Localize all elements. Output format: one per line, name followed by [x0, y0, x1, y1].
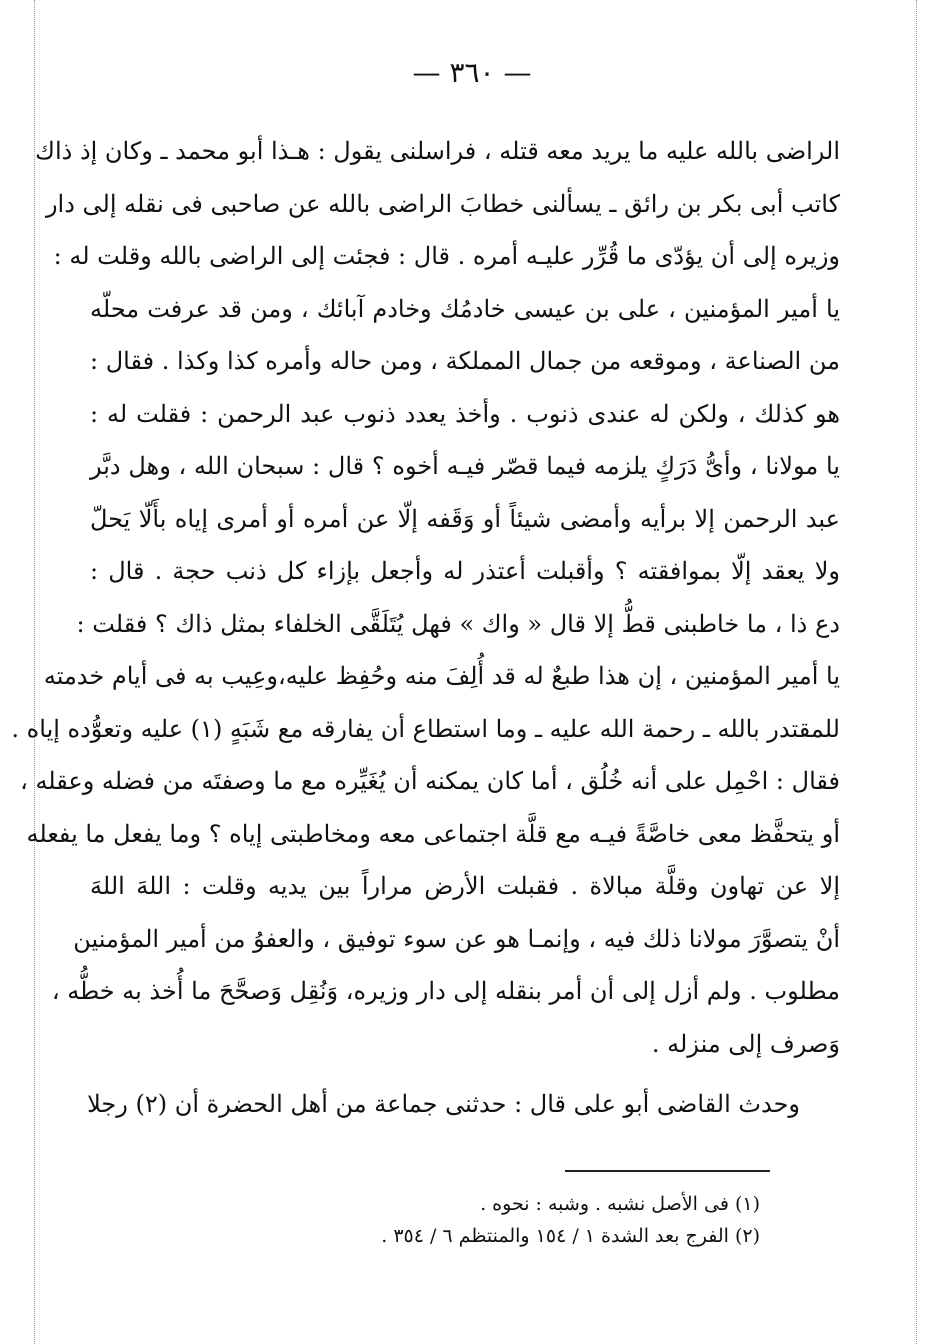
- text-line: للمقتدر بالله ـ رحمة الله عليه ـ وما استطاع أن يفارقه مع شَبَهٍ (١) عليه وتعوُّده إياه .: [11, 714, 840, 743]
- left-margin-dotted-line: [34, 0, 35, 1344]
- text-line: الراضى بالله عليه ما يريد معه قتله ، فراسلنى يقول : هـذا أبو محمد ـ وكان إذ ذاك: [35, 137, 840, 165]
- right-margin-dotted-line: [916, 0, 917, 1344]
- text-line: فقال : احْمِل على أنه خُلُق ، أما كان يمكنه أن يُغَيِّره مع ما وصفتَه من فضله وعقله ،: [20, 767, 840, 795]
- footnote-1: (١) فى الأصل نشبه . وشبه : نحوه .: [480, 1193, 760, 1215]
- paragraph-start-line: وحدث القاضى أبو على قال : حدثنى جماعة من أهل الحضرة أن (٢) رجلا: [87, 1090, 800, 1118]
- text-line: كاتب أبى بكر بن رائق ـ يسألنى خطابَ الراضى بالله عن صاحبى فى نقله إلى دار: [45, 189, 840, 218]
- text-line: عبد الرحمن إلا برأيه وأمضى شيئاً أو وَقَفه إلّا عن أمره أو أمرى إياه بأَلّا يَحلّ: [90, 504, 840, 533]
- text-line: أنْ يتصوَّرَ مولانا ذلك فيه ، وإنمـا هو عن سوء توفيق ، والعفوُ من أمير المؤمنين: [73, 924, 840, 953]
- footnote-2: (٢) الفرج بعد الشدة ١ / ١٥٤ والمنتظم ٦ / ٣٥٤ .: [381, 1225, 760, 1247]
- text-line: يا أمير المؤمنين ، على بن عيسى خادمُك وخادم آبائك ، ومن قد عرفت محلّه: [90, 294, 841, 323]
- text-line: ولا يعقد إلّا بموافقته ؟ وأقبلت أعتذر له وأجعل بإزاء كل ذنب حجة . قال :: [90, 557, 840, 585]
- text-line: يا أمير المؤمنين ، إن هذا طبعٌ له قد أُلِفَ منه وحُفِظ عليه،وعِيب به فى أيام خدمته: [43, 662, 840, 690]
- text-line: هو كذلك ، ولكن له عندى ذنوب . وأخذ يعدد ذنوب عبد الرحمن : فقلت له :: [90, 399, 840, 428]
- text-line: وزيره إلى أن يؤدّى ما قُرِّر عليـه أمره . قال : فجئت إلى الراضى بالله وقلت له :: [53, 242, 840, 270]
- footnote-separator: [565, 1170, 770, 1172]
- text-line: من الصناعة ، وموقعه من جمال المملكة ، ومن حاله وأمره كذا وكذا . فقال :: [90, 347, 840, 375]
- footnotes-block: [300, 1188, 760, 1252]
- paragraph-gap: [90, 1070, 840, 1078]
- text-line: يا مولانا ، وأىُّ دَرَكٍ يلزمه فيما قصّر فيـه أخوه ؟ قال : سبحان الله ، وهل دبَّر: [90, 452, 840, 480]
- text-line: إلا عن تهاون وقلَّة مبالاة . فقبلت الأرض مراراً بين يديه وقلت : اللهَ اللهَ: [90, 872, 840, 900]
- text-line-paragraph-end: وَصرف إلى منزله .: [651, 1029, 840, 1058]
- text-line: دع ذا ، ما خاطبنى قطُّ إلا قال « واك » فهل يُتَلَقَّى الخلفاء بمثل ذاك ؟ فقلت :: [76, 609, 840, 638]
- page-number: — ٣٦٠ —: [412, 56, 532, 89]
- text-line: أو يتحفَّظ معى خاصَّةً فيـه مع قلَّة اجتماعى معه ومخاطبتى إياه ؟ وما يفعل ما يفعله: [26, 819, 840, 848]
- main-text-block: [11, 125, 841, 1131]
- text-line: مطلوب . ولم أزل إلى أن أمر بنقله إلى دار وزيره، وَنُقِل وَصحَّحَ ما أُخذ به خطُّه ،: [51, 977, 840, 1005]
